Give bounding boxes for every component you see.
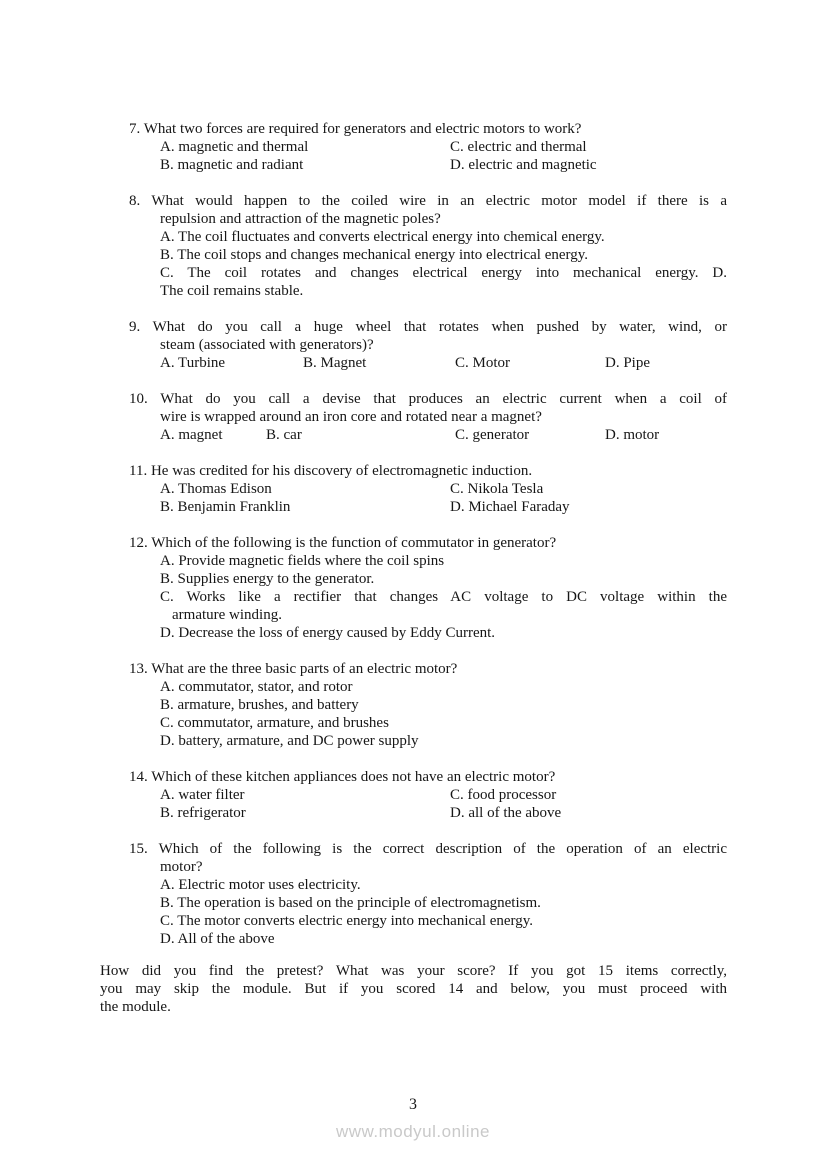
question-13 — [0, 660, 826, 750]
watermark: www.modyul.online — [335, 1122, 490, 1141]
question-12-option-b-text: B. Supplies energy to the generator. — [160, 571, 375, 587]
closing-line-3-text: the module. — [100, 999, 171, 1015]
question-13-option-c-text: C. commutator, armature, and brushes — [160, 715, 389, 731]
question-15 — [0, 840, 826, 948]
question-15-option-b — [0, 894, 826, 912]
question-14-option-d: D. all of the above — [450, 805, 562, 821]
question-10-options-row — [0, 426, 826, 444]
question-11-option-a: A. Thomas Edison — [160, 481, 272, 497]
question-13-option-b — [0, 696, 826, 714]
question-15-text-1: Which of the following is the correct description of the operation of an electric — [158, 841, 727, 857]
question-11-text: He was credited for his discovery of electromagnetic induction. — [150, 463, 533, 479]
question-8-option-cd-text: C. The coil rotates and changes electrical energy into mechanical energy. D. — [160, 265, 727, 281]
question-12-option-c — [0, 588, 826, 606]
question-12-option-c-cont — [0, 606, 826, 624]
question-8-option-a — [0, 228, 826, 246]
question-10-line-2 — [0, 408, 826, 426]
closing-line-3 — [0, 998, 826, 1016]
question-9 — [0, 318, 826, 372]
question-12-option-d — [0, 624, 826, 642]
question-15-line-2 — [0, 858, 826, 876]
question-15-option-d-text: D. All of the above — [160, 931, 275, 947]
question-15-option-a-text: A. Electric motor uses electricity. — [160, 877, 361, 893]
question-11-option-d: D. Michael Faraday — [450, 499, 570, 515]
question-8-number: 8. — [129, 193, 141, 209]
question-9-option-d: D. Pipe — [605, 355, 650, 371]
question-12 — [0, 534, 826, 642]
question-10-text-2: wire is wrapped around an iron core and rotated near a magnet? — [160, 409, 542, 425]
question-8-line-2 — [0, 210, 826, 228]
question-7-line — [0, 120, 826, 138]
question-13-number: 13. — [129, 661, 148, 677]
question-8-option-cd — [0, 264, 826, 282]
question-10-text-1: What do you call a devise that produces an electric current when a coil of — [160, 391, 727, 407]
question-7-number: 7. — [129, 121, 141, 137]
closing-line-1-text: How did you find the pretest? What was your score? If you got 15 items correctly, — [100, 963, 727, 979]
question-9-number: 9. — [129, 319, 141, 335]
question-10-option-d: D. motor — [605, 427, 660, 443]
question-14-line — [0, 768, 826, 786]
question-9-line-2 — [0, 336, 826, 354]
question-7-options-row-2 — [0, 156, 826, 174]
question-9-options-row — [0, 354, 826, 372]
question-7-option-c: C. electric and thermal — [450, 139, 587, 155]
question-12-option-a — [0, 552, 826, 570]
question-14-number: 14. — [129, 769, 148, 785]
question-8-text-1: What would happen to the coiled wire in an electric motor model if there is a — [151, 193, 727, 209]
question-10-option-c: C. generator — [455, 427, 530, 443]
question-15-option-d — [0, 930, 826, 948]
question-15-line-1 — [0, 840, 826, 858]
question-8-option-d-cont-text: The coil remains stable. — [160, 283, 304, 299]
question-12-option-b — [0, 570, 826, 588]
question-15-number: 15. — [129, 841, 148, 857]
question-10-number: 10. — [129, 391, 148, 407]
question-12-line — [0, 534, 826, 552]
question-14-option-c: C. food processor — [450, 787, 557, 803]
question-7-option-a: A. magnetic and thermal — [160, 139, 309, 155]
page-number: 3 — [409, 1096, 417, 1113]
question-8 — [0, 192, 826, 300]
question-13-option-d-text: D. battery, armature, and DC power supply — [160, 733, 419, 749]
question-9-option-a: A. Turbine — [160, 355, 226, 371]
question-9-option-c: C. Motor — [455, 355, 511, 371]
question-13-option-b-text: B. armature, brushes, and battery — [160, 697, 359, 713]
question-7-option-d: D. electric and magnetic — [450, 157, 597, 173]
question-11-line — [0, 462, 826, 480]
question-9-option-b: B. Magnet — [303, 355, 367, 371]
question-11 — [0, 462, 826, 516]
question-12-text: Which of the following is the function of commutator in generator? — [151, 535, 557, 551]
closing-line-2-text: you may skip the module. But if you scored 14 and below, you must proceed with — [100, 981, 727, 997]
question-11-number: 11. — [129, 463, 148, 479]
question-13-option-d — [0, 732, 826, 750]
question-9-text-2: steam (associated with generators)? — [160, 337, 374, 353]
question-14-option-a: A. water filter — [160, 787, 245, 803]
question-11-options-row-2 — [0, 498, 826, 516]
question-8-option-a-text: A. The coil fluctuates and converts electrical energy into chemical energy. — [160, 229, 605, 245]
question-8-option-b — [0, 246, 826, 264]
question-11-option-c: C. Nikola Tesla — [450, 481, 544, 497]
question-7-text: What two forces are required for generators and electric motors to work? — [143, 121, 582, 137]
question-12-option-d-text: D. Decrease the loss of energy caused by Eddy Current. — [160, 625, 496, 641]
question-10-option-a: A. magnet — [160, 427, 223, 443]
question-8-text-2: repulsion and attraction of the magnetic poles? — [160, 211, 441, 227]
question-15-text-2: motor? — [160, 859, 203, 875]
question-9-line-1 — [0, 318, 826, 336]
question-12-option-c-text: C. Works like a rectifier that changes AC voltage to DC voltage within the — [160, 589, 727, 605]
question-15-option-c-text: C. The motor converts electric energy into mechanical energy. — [160, 913, 534, 929]
question-8-option-b-text: B. The coil stops and changes mechanical energy into electrical energy. — [160, 247, 589, 263]
question-13-line — [0, 660, 826, 678]
question-15-option-c — [0, 912, 826, 930]
question-14-options-row-2 — [0, 804, 826, 822]
question-14-options-row-1 — [0, 786, 826, 804]
question-13-option-a-text: A. commutator, stator, and rotor — [160, 679, 353, 695]
question-14-text: Which of these kitchen appliances does not have an electric motor? — [151, 769, 556, 785]
closing-line-2 — [0, 980, 826, 998]
question-11-option-b: B. Benjamin Franklin — [160, 499, 291, 515]
question-9-text-1: What do you call a huge wheel that rotates when pushed by water, wind, or — [152, 319, 727, 335]
question-7 — [0, 120, 826, 174]
question-13-option-a — [0, 678, 826, 696]
question-15-option-a — [0, 876, 826, 894]
closing-paragraph — [0, 962, 826, 1016]
question-14 — [0, 768, 826, 822]
question-10-option-b: B. car — [266, 427, 302, 443]
question-8-option-d-cont — [0, 282, 826, 300]
question-12-option-c-cont-text: armature winding. — [172, 607, 282, 623]
question-14-option-b: B. refrigerator — [160, 805, 246, 821]
question-11-options-row-1 — [0, 480, 826, 498]
question-13-option-c — [0, 714, 826, 732]
question-8-line-1 — [0, 192, 826, 210]
question-12-number: 12. — [129, 535, 148, 551]
question-7-option-b: B. magnetic and radiant — [160, 157, 304, 173]
closing-line-1 — [0, 962, 826, 980]
question-10 — [0, 390, 826, 444]
question-7-options-row-1 — [0, 138, 826, 156]
question-12-option-a-text: A. Provide magnetic fields where the coil spins — [160, 553, 445, 569]
question-10-line-1 — [0, 390, 826, 408]
question-13-text: What are the three basic parts of an electric motor? — [151, 661, 458, 677]
question-15-option-b-text: B. The operation is based on the principle of electromagnetism. — [160, 895, 541, 911]
